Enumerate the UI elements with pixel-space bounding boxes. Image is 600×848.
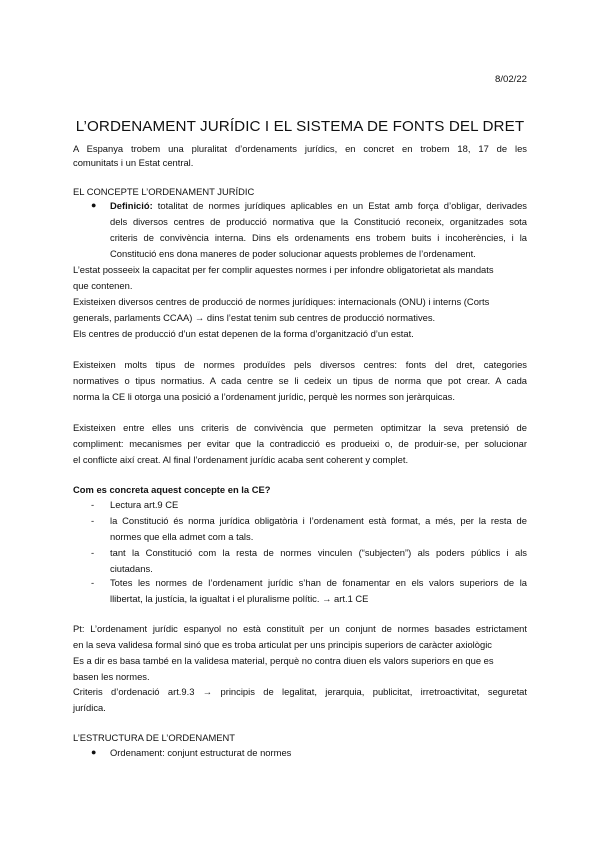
paragraph-line: L’estat posseeix la capacitat per fer complir aquestes normes i per infondre obligatorietat als mandats: [73, 264, 494, 275]
paragraph-line: Criteris d’ordenació art.9.3 → principis de legalitat, jerarquia, publicitat, irretroactivitat, seguretat: [73, 686, 527, 697]
intro-line: A Espanya trobem una pluralitat d’ordenaments jurídics, en concret en trobem 18, 17 de les: [73, 143, 527, 154]
section-heading-structure: L’ESTRUCTURA DE L’ORDENAMENT: [73, 732, 236, 743]
definition-label: Definició:: [110, 200, 153, 211]
paragraph-line: basen les normes.: [73, 671, 150, 682]
paragraph-line: jurídica.: [73, 702, 106, 713]
paragraph-line: Els centres de producció d’un estat depenen de la forma d’organització d’un estat.: [73, 328, 414, 339]
paragraph-line: Existeixen entre elles uns criteris de convivència que permeten optimitzar la seva pretensió de: [73, 422, 527, 433]
dash-bullet: -: [91, 547, 95, 558]
list-item-line: Ordenament: conjunt estructurat de normes: [110, 747, 292, 758]
list-item-line: normes que ella admet com a tals.: [110, 531, 254, 542]
paragraph-line: el conflicte així creat. Al final l’ordenament jurídic acaba sent coherent y complet.: [73, 454, 409, 465]
paragraph-line: generals, parlaments CCAA) → dins l’estat tenim sub centres de producció normatives.: [73, 312, 436, 323]
document-date: 8/02/22: [494, 74, 527, 85]
paragraph-line: Es a dir es basa també en la validesa material, perquè no contra diuen els valors superiors en que es: [73, 655, 494, 666]
bullet-icon: ●: [91, 747, 97, 757]
intro-line: comunitats i un Estat central.: [73, 157, 194, 168]
section-heading-concept: EL CONCEPTE L’ORDENAMENT JURÍDIC: [73, 186, 255, 197]
paragraph-line: Existeixen molts tipus de normes produïdes pels diversos centres: fonts del dret, categories: [73, 359, 527, 370]
list-item-line: Totes les normes de l’ordenament jurídic s’han de fonamentar en els valors superiors de la: [110, 577, 527, 588]
dash-bullet: -: [91, 577, 95, 588]
list-item-line: ciutadans.: [110, 563, 153, 574]
paragraph-line: Pt: L’ordenament jurídic espanyol no està constituït per un conjunt de normes basades estrictament: [73, 623, 527, 634]
definition-line: Constitució ens dona maneres de poder solucionar aquests problemes de l’ordenament.: [110, 248, 476, 259]
definition-line: dels diversos centres de producció normativa que la Constitució reconeix, organitzades sota: [110, 216, 527, 227]
bullet-icon: ●: [91, 200, 97, 210]
list-item-line: Lectura art.9 CE: [110, 499, 179, 510]
paragraph-line: Existeixen diversos centres de producció de normes jurídiques: internacionals (ONU) i interns (Corts: [73, 296, 490, 307]
paragraph-line: norma la CE li otorga una posició a l’ordenament jurídic, perquè les normes son jeràrquicas.: [73, 391, 455, 402]
list-item-line: la Constitució és norma jurídica obligatòria i l’ordenament està format, a més, per la resta de: [110, 515, 527, 526]
definition-line: criteris de convivència interna. Dins els ordenaments ens trobem buits i incoherències, i la: [110, 232, 527, 243]
dash-bullet: -: [91, 515, 95, 526]
section-heading-ce: Com es concreta aquest concepte en la CE?: [73, 484, 271, 495]
list-item-line: tant la Constitució com la resta de normes vinculen (“subjecten”) als poders públics i als: [110, 547, 527, 558]
paragraph-line: normatives o tipus normatius. A cada centre se li cedeix un tipus de norma que pot crear. A cada: [73, 375, 527, 386]
paragraph-line: en la seva validesa formal sinó que es troba articulat per uns principis superiors de caràcter axiològic: [73, 639, 492, 650]
definition-line: Definició: totalitat de normes jurídiques aplicables en un Estat amb força d’obligar, derivades: [110, 200, 527, 211]
paragraph-line: compliment: mecanismes per evitar que la contradicció es produeixi o, de produir-se, per solucionar: [73, 438, 527, 449]
paragraph-line: que contenen.: [73, 280, 133, 291]
dash-bullet: -: [91, 499, 95, 510]
document-title: L’ORDENAMENT JURÍDIC I EL SISTEMA DE FONTS DEL DRET: [75, 118, 525, 135]
list-item-line: llibertat, la justícia, la igualtat i el pluralisme polític. → art.1 CE: [110, 593, 369, 604]
